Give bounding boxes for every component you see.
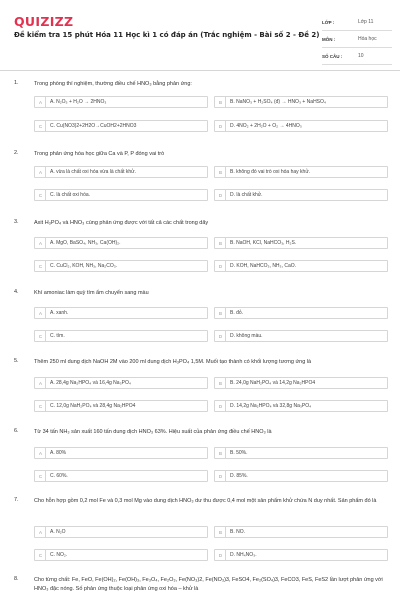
- meta-row-class: [322, 14, 392, 31]
- option-text: A. 80%: [50, 450, 67, 456]
- option-b[interactable]: [214, 166, 388, 178]
- option-letter: A: [36, 308, 46, 318]
- option-text: C. tím.: [50, 333, 65, 339]
- question-text: Từ 34 tấn NH₃ sản xuất 160 tấn dung dịch HNO₃ 63%. Hiệu suất của phản ứng điều chế HNO₃ là: [34, 429, 272, 435]
- option-text: D. là chất khử.: [230, 192, 263, 198]
- question-number: 5.: [14, 358, 19, 364]
- option-text: B. đỏ.: [230, 310, 244, 316]
- option-text: B. NaOH, KCl, NaHCO₃, H₂S.: [230, 240, 297, 246]
- option-text: B. 50%.: [230, 450, 248, 456]
- question-number: 2.: [14, 150, 19, 156]
- option-a[interactable]: [34, 447, 208, 459]
- option-letter: C: [36, 261, 46, 271]
- option-letter: C: [36, 401, 46, 411]
- option-a[interactable]: [34, 307, 208, 319]
- option-letter: B: [216, 308, 226, 318]
- option-text: B. không đó vai trò oxi hóa hay khử.: [230, 169, 311, 175]
- worksheet-title: Đề kiểm tra 15 phút Hóa 11 Học kì 1 có đáp án (Trắc nghiệm - Bài số 2 - Đề 2): [14, 31, 320, 39]
- option-c[interactable]: [34, 260, 208, 272]
- option-c[interactable]: [34, 330, 208, 342]
- question-number: 8.: [14, 576, 19, 582]
- option-d[interactable]: [214, 400, 388, 412]
- option-letter: A: [36, 448, 46, 458]
- option-letter: C: [36, 471, 46, 481]
- question-text: Trong phòng thí nghiệm, thường điều chế HNO₃ bằng phản ứng:: [34, 81, 192, 87]
- option-d[interactable]: [214, 260, 388, 272]
- option-d[interactable]: [214, 120, 388, 132]
- option-b[interactable]: [214, 377, 388, 389]
- option-c[interactable]: [34, 470, 208, 482]
- option-text: C. NO₂.: [50, 552, 68, 558]
- option-a[interactable]: [34, 96, 208, 108]
- meta-row-subject: [322, 31, 392, 48]
- option-c[interactable]: [34, 120, 208, 132]
- option-text: C. 60%.: [50, 473, 68, 479]
- worksheet-header: [0, 0, 400, 70]
- option-text: A. N₂O: [50, 529, 66, 535]
- option-letter: B: [216, 527, 226, 537]
- option-letter: D: [216, 471, 226, 481]
- question-text: Axit H₃PO₄ và HNO₃ cùng phản ứng được với tất cả các chất trong dãy: [34, 220, 209, 226]
- option-a[interactable]: [34, 237, 208, 249]
- option-letter: C: [36, 550, 46, 560]
- option-d[interactable]: [214, 189, 388, 201]
- option-d[interactable]: [214, 330, 388, 342]
- header-divider: [0, 70, 400, 71]
- question-number: 6.: [14, 428, 19, 434]
- meta-label: SỐ CÂU :: [322, 53, 343, 59]
- option-c[interactable]: [34, 400, 208, 412]
- option-text: A. vừa là chất oxi hóa vừa là chất khử.: [50, 169, 136, 175]
- option-letter: A: [36, 238, 46, 248]
- option-text: A. N₂O₅ + H₂O → 2HNO₃: [50, 99, 107, 105]
- option-text: A. 28,4g Na₂HPO₄ và 16,4g Na₃PO₄: [50, 380, 131, 386]
- option-letter: D: [216, 121, 226, 131]
- option-letter: B: [216, 448, 226, 458]
- option-d[interactable]: [214, 470, 388, 482]
- option-text: D. KOH, NaHCO₃, NH₃, CaO.: [230, 263, 297, 269]
- option-letter: A: [36, 527, 46, 537]
- option-letter: D: [216, 550, 226, 560]
- question-number: 7.: [14, 497, 19, 503]
- option-c[interactable]: [34, 549, 208, 561]
- option-text: B. 24,0g NaH₂PO₄ và 14,2g Na₂HPO4: [230, 380, 316, 386]
- option-a[interactable]: [34, 377, 208, 389]
- meta-label: MÔN :: [322, 36, 336, 42]
- question-number: 4.: [14, 289, 19, 295]
- option-c[interactable]: [34, 189, 208, 201]
- quizizz-logo[interactable]: QUIZIZZ: [14, 14, 74, 29]
- option-b[interactable]: [214, 447, 388, 459]
- option-letter: D: [216, 401, 226, 411]
- question-text: Trong phản ứng hóa học giữa Ca và P, P đóng vai trò: [34, 151, 165, 157]
- meta-label: LỚP :: [322, 19, 335, 25]
- option-letter: B: [216, 97, 226, 107]
- meta-value: Hóa học: [358, 36, 377, 42]
- option-text: D. 85%.: [230, 473, 248, 479]
- option-text: D. 4NO₂ + 2H₂O + O₂ → 4HNO₃: [230, 123, 302, 129]
- option-a[interactable]: [34, 166, 208, 178]
- question-text: Khí amoniac làm quỳ tím ẩm chuyển sang màu: [34, 290, 149, 296]
- option-text: C. Cu(NO3)2+2H2O→CuOH2+2HNO3: [50, 123, 137, 129]
- question-number: 1.: [14, 80, 19, 86]
- option-letter: B: [216, 167, 226, 177]
- option-letter: D: [216, 190, 226, 200]
- option-text: A. xanh.: [50, 310, 69, 316]
- option-letter: D: [216, 261, 226, 271]
- option-text: D. NH₄NO₃.: [230, 552, 257, 558]
- option-letter: C: [36, 190, 46, 200]
- option-letter: A: [36, 97, 46, 107]
- option-b[interactable]: [214, 526, 388, 538]
- option-letter: D: [216, 331, 226, 341]
- option-letter: B: [216, 238, 226, 248]
- option-b[interactable]: [214, 237, 388, 249]
- option-text: C. 12,0g NaH₂PO₄ và 28,4g Na₂HPO4: [50, 403, 136, 409]
- question-text: Thêm 250 ml dung dịch NaOH 2M vào 200 ml dung dịch H₃PO₄ 1,5M. Muối tạo thành có khối lượng tương ứng là: [34, 359, 312, 365]
- option-text: B. NO.: [230, 529, 246, 535]
- option-letter: C: [36, 331, 46, 341]
- option-letter: A: [36, 167, 46, 177]
- option-b[interactable]: [214, 96, 388, 108]
- option-text: D. không màu.: [230, 333, 263, 339]
- question-number: 3.: [14, 219, 19, 225]
- option-letter: A: [36, 378, 46, 388]
- option-letter: C: [36, 121, 46, 131]
- option-b[interactable]: [214, 307, 388, 319]
- meta-row-question-count: [322, 48, 392, 65]
- meta-value: Lớp 11: [358, 19, 374, 25]
- question-text: Cho hỗn hợp gồm 0,2 mol Fe và 0,3 mol Mg vào dung dịch HNO₃ dư thu được 0,4 mol một sản phẩm khử chứa N duy nhất. Sản phẩm đó là: [34, 498, 377, 504]
- option-text: C. là chất oxi hóa.: [50, 192, 91, 198]
- question-text: Cho từng chất: Fe, FeO, Fe(OH)₂, Fe(OH)₃, Fe₃O₄, Fe₂O₃, Fe(NO₃)2, Fe(NO₃)3, FeSO4, Fe₂(SO₄)3, FeCO3, FeS, FeS2 lần lượt phản ứng với HNO₃ đặc nóng. Số phản ứng thuộc loại phản ứng oxi hóa – khử là: [34, 577, 383, 592]
- option-letter: B: [216, 378, 226, 388]
- option-text: B. NaNO₃ + H₂SO₄ (đ) → HNO₃ + NaHSO₄: [230, 99, 326, 105]
- worksheet-meta: [322, 14, 392, 65]
- option-d[interactable]: [214, 549, 388, 561]
- option-text: A. MgO, BaSO₄, NH₃, Ca(OH)₂.: [50, 240, 121, 246]
- option-a[interactable]: [34, 526, 208, 538]
- meta-value: 10: [358, 53, 364, 59]
- option-text: D. 14,2g Na₂HPO₄ và 32,8g Na₃PO₄: [230, 403, 312, 409]
- option-text: C. CuCl₂, KOH, NH₃, Na₂CO₃.: [50, 263, 118, 269]
